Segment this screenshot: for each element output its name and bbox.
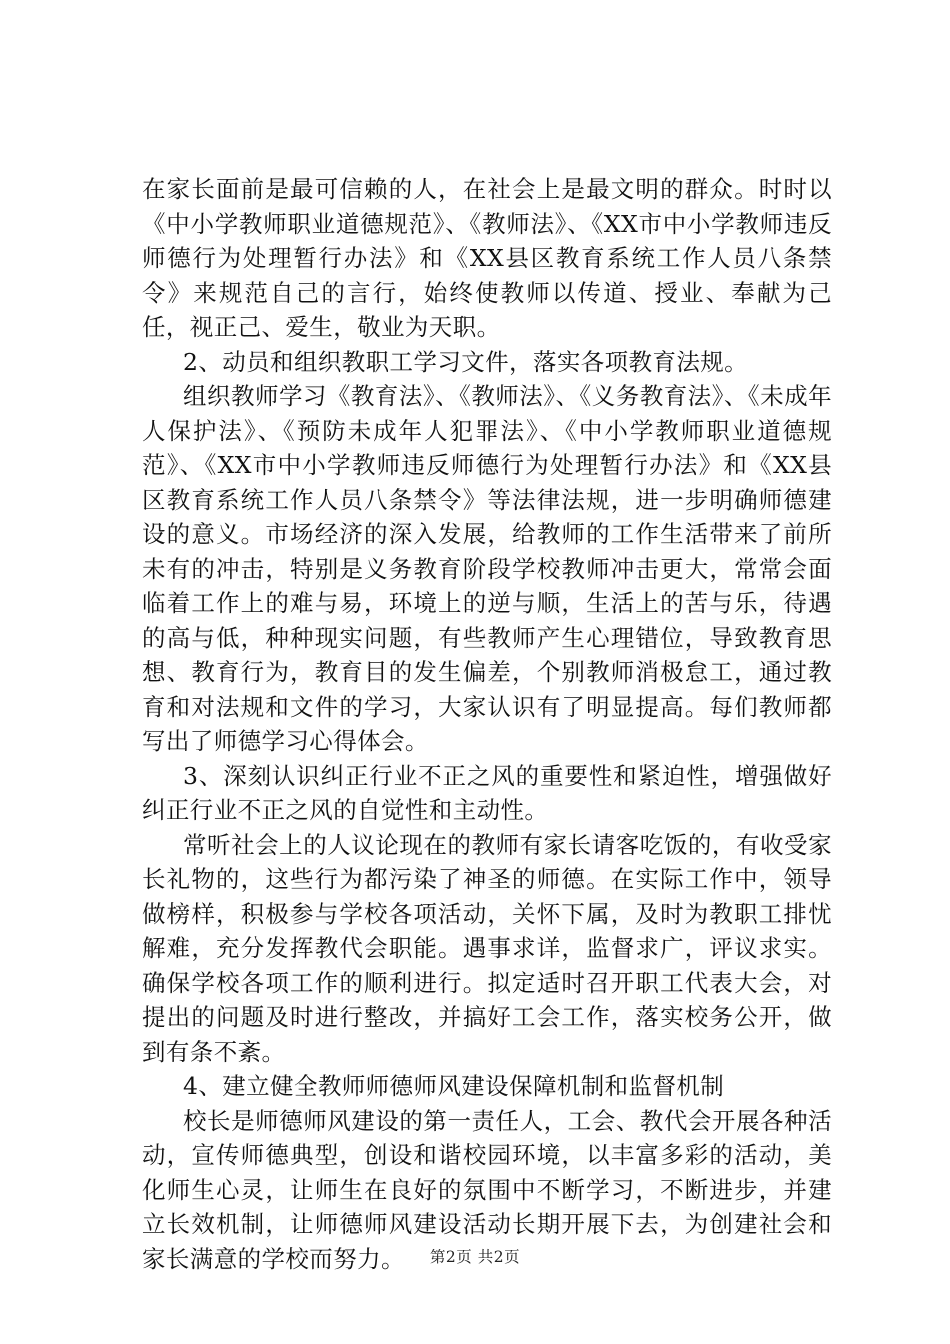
paragraph-laws-study: 组织教师学习《教育法》、《教师法》、《义务教育法》、《未成年人保护法》、《预防未成年人犯罪法》、《中小学教师职业道德规范》、《XX市中小学教师违反师德行为处理暂行办法》和《XX县区教育系统工作人员八条禁令》等法律法规，进一步明确师德建设的意义。市场经济的深入发展，给教师的工作生活带来了前所未有的冲击，特别是义务教育阶段学校教师冲击更大，常常会面临着工作上的难与易，环境上的逆与顺，生活上的苦与乐，待遇的高与低，种种现实问题，有些教师产生心理错位，导致教育思想、教育行为，教育目的发生偏差，个别教师消极怠工，通过教育和对法规和文件的学习，大家认识有了明显提高。每们教师都写出了师德学习心得体会。 (142, 382, 832, 755)
document-body (142, 172, 832, 1276)
paragraph-continuation: 在家长面前是最可信赖的人，在社会上是最文明的群众。时时以《中小学教师职业道德规范》、《教师法》、《XX市中小学教师违反师德行为处理暂行办法》和《XX县区教育系统工作人员八条禁令》来规范自己的言行，始终使教师以传道、授业、奉献为己任，视正己、爱生，敬业为天职。 (142, 175, 832, 341)
section-heading-4: 4、建立健全教师师德师风建设保障机制和监督机制 (183, 1072, 725, 1100)
paragraph-conduct: 常听社会上的人议论现在的教师有家长请客吃饭的，有收受家长礼物的，这些行为都污染了神圣的师德。在实际工作中，领导做榜样，积极参与学校各项活动，关怀下属，及时为教职工排忧解难，充分发挥教代会职能。遇事求详，监督求广，评议求实。确保学校各项工作的顺利进行。拟定适时召开职工代表大会，对提出的问题及时进行整改，并搞好工会工作，落实校务公开，做到有条不紊。 (142, 830, 832, 1066)
section-heading-3: 3、深刻认识纠正行业不正之风的重要性和紧迫性，增强做好纠正行业不正之风的自觉性和主动性。 (142, 761, 832, 824)
section-heading-2: 2、动员和组织教职工学习文件，落实各项教育法规。 (183, 347, 749, 376)
paragraph-mechanism: 校长是师德师风建设的第一责任人，工会、教代会开展各种活动，宣传师德典型，创设和谐校园环境，以丰富多彩的活动，美化师生心灵，让师生在良好的氛围中不断学习，不断进步，并建立长效机制，让师德师风建设活动长期开展下去，为创建社会和家长满意的学校而努力。 (142, 1106, 832, 1273)
page-number-footer: 第2页 共2页 (429, 1248, 521, 1266)
